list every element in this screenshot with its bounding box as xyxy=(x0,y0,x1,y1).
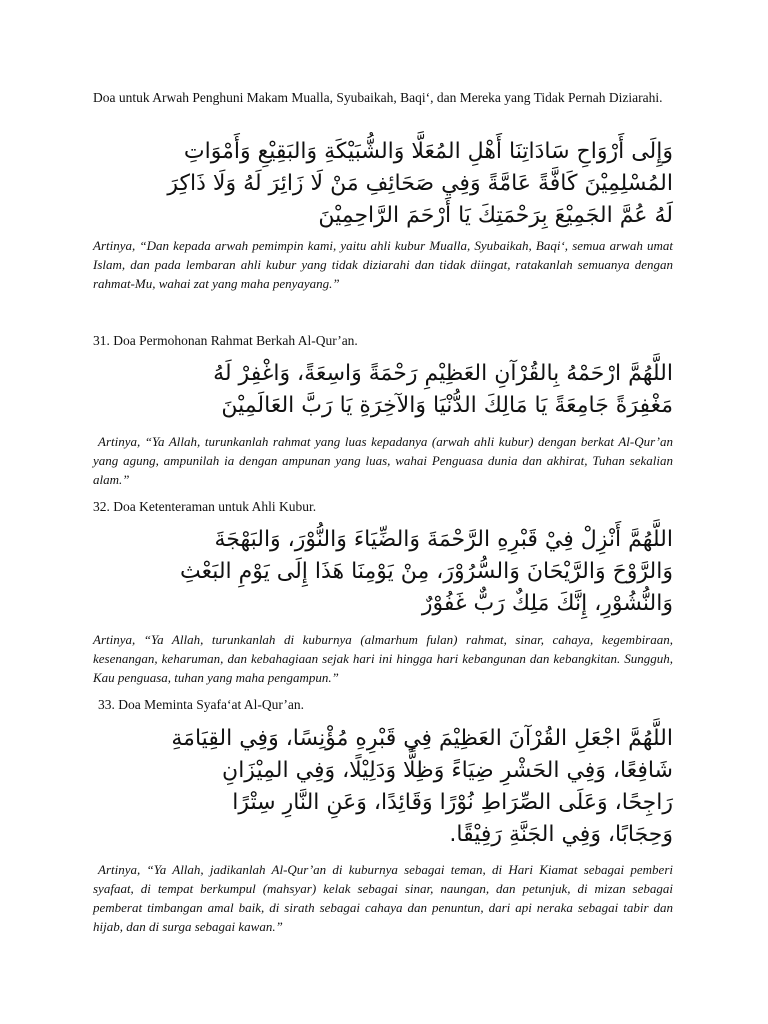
arabic-line: اللَّهُمَّ اجْعَلِ القُرْآنَ العَظِيْمَ فِي قَبْرِهِ مُؤْنِسًا، وَفِي القِيَامَةِ xyxy=(171,726,673,751)
arabic-line: شَافِعًا، وَفِي الحَشْرِ ضِيَاءً وَظِلًّا وَدَلِيْلًا، وَفِي المِيْزَانِ xyxy=(222,758,673,783)
arabic-line: وَحِجَابًا، وَفِي الجَنَّةِ رَفِيْقًا. xyxy=(449,822,673,847)
arabic-line: لَهُ عُمَّ الجَمِيْعَ بِرَحْمَتِكَ يَا أَرْحَمَ الرَّاحِمِيْنَ xyxy=(318,203,673,228)
section-33-translation: Artinya, “Ya Allah, jadikanlah Al-Qur’an di kuburnya sebagai teman, di Hari Kiamat sebagai pemberi syafaat, di tempat berkumpul (mahsyar) kelak sebagai sinar, naungan, dan petunjuk, di mizan sebagai pemberat timbangan amal baik, di sirath sebagai cahaya dan penuntun, dari api neraka sebagai tabir dan hijab, dan di surga sebagai kawan.” xyxy=(93,862,673,934)
arabic-line: وَالنُّشُوْرِ، إِنَّكَ مَلِكٌ رَبٌّ غَفُوْرٌ xyxy=(421,591,673,616)
section-31-heading: 31. Doa Permohonan Rahmat Berkah Al-Qur’an. xyxy=(93,333,358,348)
arabic-line: مَغْفِرَةً جَامِعَةً يَا مَالِكَ الدُّنْيَا وَالآخِرَةِ يَا رَبَّ العَالَمِيْنَ xyxy=(221,393,673,418)
intro-heading: Doa untuk Arwah Penghuni Makam Mualla, Syubaikah, Baqi‘, dan Mereka yang Tidak Pernah Diziarahi. xyxy=(93,90,663,105)
arabic-line: اللَّهُمَّ أَنْزِلْ فِيْ قَبْرِهِ الرَّحْمَةَ وَالضِّيَاءَ وَالنُّوْرَ، وَالبَهْجَةَ xyxy=(214,527,673,552)
section-33-arabic-prayer xyxy=(93,723,673,851)
section-31-arabic-prayer xyxy=(93,358,673,422)
section-32-heading: 32. Doa Ketenteraman untuk Ahli Kubur. xyxy=(93,499,317,514)
section-32-translation: Artinya, “Ya Allah, turunkanlah di kuburnya (almarhum fulan) rahmat, sinar, cahaya, kegembiraan, kesenangan, keharuman, dan kebahagiaan sejak hari ini hingga hari kebangunan dan kebangkitan. Sungguh, Kau penguasa, tuhan yang maha pengampun.” xyxy=(93,632,673,685)
arabic-line: المُسْلِمِيْنَ كَافَّةً عَامَّةً وَفِي صَحَائِفِ مَنْ لَا زَائِرَ لَهُ وَلَا ذَاكِرَ xyxy=(167,171,673,196)
section-31-translation: Artinya, “Ya Allah, turunkanlah rahmat yang luas kepadanya (arwah ahli kubur) dengan berkat Al-Qur’an yang agung, ampunilah ia dengan ampunan yang luas, wahai Penguasa dunia dan akhirat, Tuhan sekalian alam.” xyxy=(93,434,673,487)
arabic-line: وَالرَّوْحَ وَالرَّيْحَانَ وَالسُّرُوْرَ، مِنْ يَوْمِنَا هَذَا إِلَى يَوْمِ البَعْثِ xyxy=(179,559,673,584)
arabic-line: اللَّهُمَّ ارْحَمْهُ بِالقُرْآنِ العَظِيْمِ رَحْمَةً وَاسِعَةً، وَاغْفِرْ لَهُ xyxy=(213,361,673,386)
section-32-arabic-prayer xyxy=(93,524,673,620)
section-33-heading: 33. Doa Meminta Syafa‘at Al-Qur’an. xyxy=(98,697,304,712)
arabic-line: رَاجِحًا، وَعَلَى الصِّرَاطِ نُوْرًا وَقَائِدًا، وَعَنِ النَّارِ سِتْرًا xyxy=(232,790,673,815)
arabic-line: وَإِلَى أَرْوَاحِ سَادَاتِنَا أَهْلِ المُعَلَّا وَالشُّبَيْكَةِ وَالبَقِيْعِ وَأَمْوَاتِ xyxy=(183,139,673,164)
intro-translation: Artinya, “Dan kepada arwah pemimpin kami, yaitu ahli kubur Mualla, Syubaikah, Baqi‘, semua arwah umat Islam, dan pada lembaran ahli kubur yang tidak diziarahi dan tidak diingat, ratakanlah semuanya dengan rahmat-Mu, wahai zat yang maha penyayang.” xyxy=(93,238,673,291)
intro-arabic-prayer xyxy=(93,136,673,232)
